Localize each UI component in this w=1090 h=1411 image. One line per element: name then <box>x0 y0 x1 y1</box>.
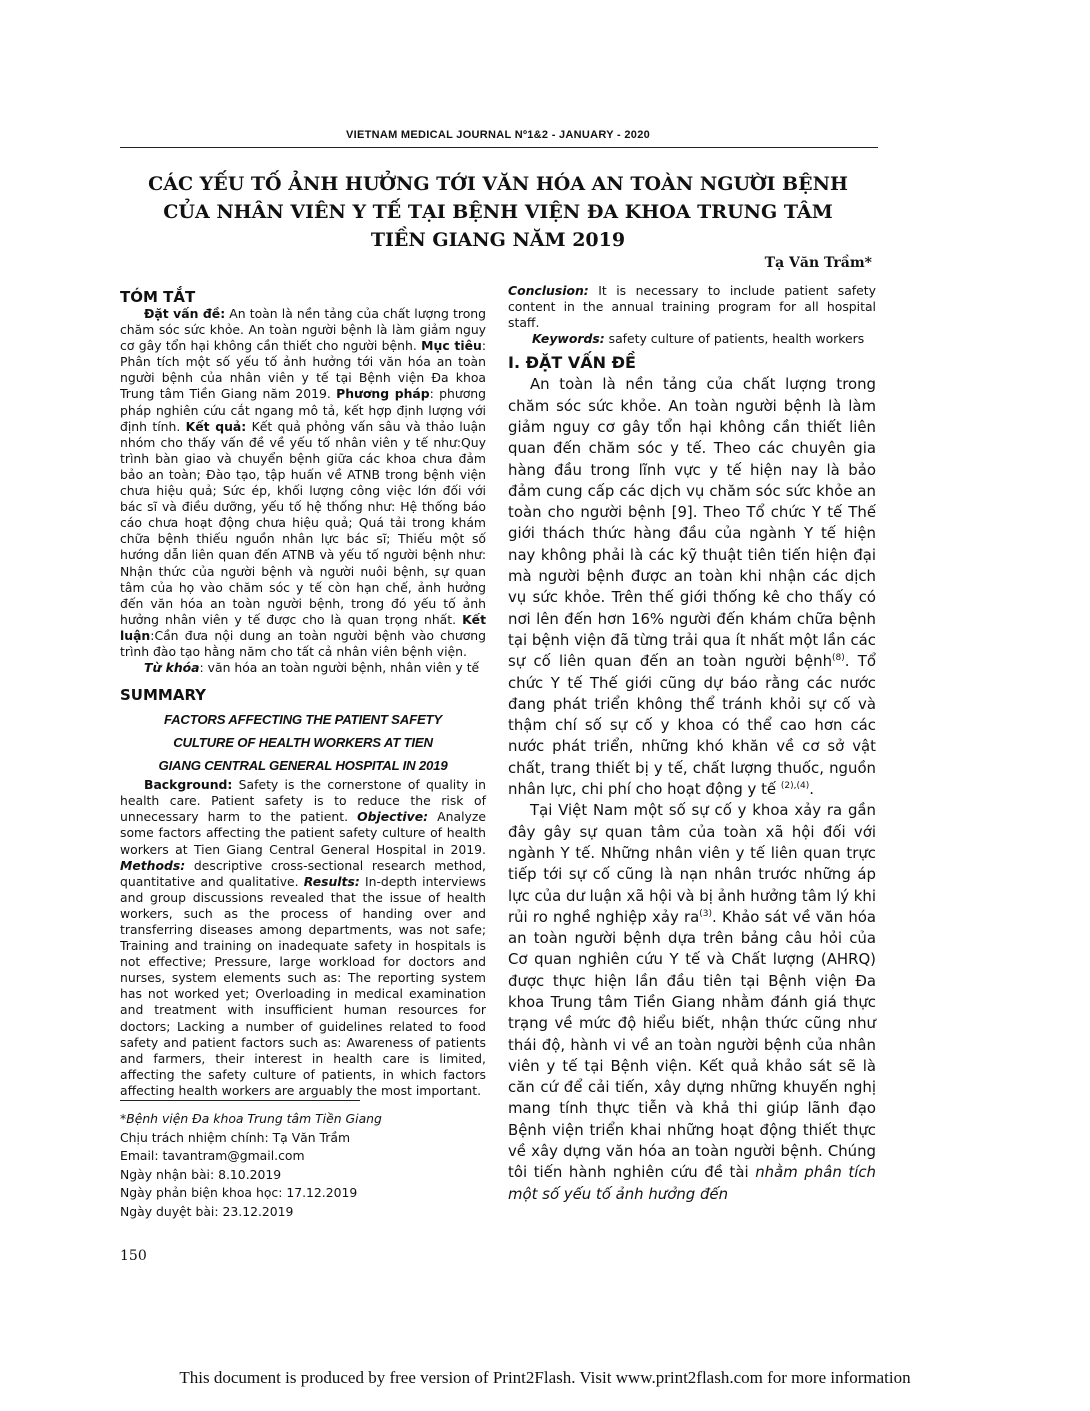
keywords-text: safety culture of patients, health workers <box>604 331 865 347</box>
footnote-rule <box>120 1100 360 1101</box>
summary-title-line: FACTORS AFFECTING THE PATIENT SAFETY <box>163 712 443 728</box>
intro-body <box>508 374 876 1205</box>
label-background-vi: Đặt vấn đề: <box>144 306 226 321</box>
label-objective-vi: Mục tiêu <box>421 338 482 354</box>
keywords-text: : văn hóa an toàn người bệnh, nhân viên y tế <box>199 660 480 676</box>
summary-conclusion <box>508 283 876 331</box>
summary-text: In-depth interviews and group discussions revealed that the issue of health workers, such as the process of handing over and transferring diseases among departments, was not safe; Training and training on inadequate safety in hospitals is not effective; Pressure, large workload for doctors and nurses, system elements such as: The reporting system has not worked yet; Overloading in medical examination and treatment with insufficient human resources for doctors; Lacking a number of guidelines related to food safety and patient factors such as: Awareness of patients and farmers, their interest in health care is limited, affecting the safety culture of patients, in which factors affecting health workers are arguably the most important. <box>120 873 486 1098</box>
article-title <box>120 170 876 254</box>
label-results-vi: Kết quả: <box>185 418 247 434</box>
summary-title-line: CULTURE OF HEALTH WORKERS AT TIEN <box>173 735 433 751</box>
title-line: CỦA NHÂN VIÊN Y TẾ TẠI BỆNH VIỆN ĐA KHOA TRUNG TÂM <box>163 201 833 223</box>
label-results: Results: <box>303 873 360 889</box>
author: Tạ Văn Trầm* <box>764 255 872 271</box>
body-text: . Tổ chức Y tế Thế giới cũng dự báo rằng các nước đang phát triển không thể tránh khỏi sự cố và thậm chí số sự cố y khoa có thể cao hơn các nước phát triển, những khó khăn về cơ sở vật chất, trang thiết bị y tế, chất lượng thuốc, nguồn nhân lực, chi phí cho hoạt động y tế <box>508 652 876 799</box>
label-conclusion: Conclusion: <box>508 283 589 298</box>
label-keywords: Keywords: <box>532 331 605 347</box>
summary-title <box>120 708 486 777</box>
label-background: Background: <box>144 777 233 793</box>
abstract-text: : Phân tích một số yếu tố ảnh hưởng tới văn hóa an toàn người bệnh của nhân viên y tế tại Bệnh viện Đa khoa Trung tâm Tiền Giang năm 2019. <box>120 338 486 402</box>
label-keywords-vi: Từ khóa <box>144 660 200 676</box>
label-conclusion-vi: Kết luận <box>120 611 486 643</box>
title-line: TIỀN GIANG NĂM 2019 <box>370 229 626 251</box>
summary-paragraph <box>120 777 486 1099</box>
body-text: . Khảo sát về văn hóa an toàn người bệnh dựa trên bảng câu hỏi của Cơ quan nghiên cứu Y tế và Chất lượng (AHRQ) được thực hiện lần đầu tiên tại Bệnh viện Đa khoa Trung tâm Tiền Giang nhằm đánh giá thực trạng về mức độ hiểu biết, nhận thức cũng như thái độ, hành vi về an toàn người bệnh của nhân viên y tế tại Bệnh viện. Kết quả khảo sát sẽ là căn cứ để cải tiến, xây dựng những khuyến nghị mang tính thực tiễn và khả thi giúp lãnh đạo Bệnh viện triển khai những hoạt động thiết thực về xây dựng văn hóa an toàn người bệnh. Chúng tôi tiến hành nghiên cứu đề tài <box>508 907 876 1182</box>
summary-abstract <box>120 777 486 1099</box>
footnote-received: Ngày nhận bài: 8.10.2019 <box>120 1166 282 1182</box>
intro-paragraph <box>508 800 876 1205</box>
body-text: Tại Việt Nam một số sự cố y khoa xảy ra gần đây gây sự quan tâm của toàn xã hội đối với ngành Y tế. Những nhân viên y tế liên quan trực tiếp tới sự cố cũng là nạn nhân trước những áp lực của dư luận xã hội và bị ảnh hưởng tâm lý khi rủi ro nghề nghiệp xảy ra <box>508 801 876 926</box>
body-text-italic: nhằm phân tích một số yếu tố ảnh hưởng đến <box>508 1163 876 1203</box>
summary-title-line: GIANG CENTRAL GENERAL HOSPITAL IN 2019 <box>158 758 448 774</box>
footnote-responsible: Chịu trách nhiệm chính: Tạ Văn Trầm <box>120 1129 351 1145</box>
citation: (2),(4) <box>780 781 810 792</box>
abstract-vi-heading: TÓM TẮT <box>120 288 196 306</box>
footnote-accepted: Ngày duyệt bài: 23.12.2019 <box>120 1203 294 1219</box>
left-column <box>120 285 486 1099</box>
abstract-text: An toàn là nền tảng của chất lượng trong chăm sóc sức khỏe. An toàn người bệnh là làm giảm nguy cơ gây tổn hại không cần thiết cho người bệnh. <box>120 306 486 354</box>
label-objective: Objective: <box>357 809 429 825</box>
abstract-text: :Cần đưa nội dung an toàn người bệnh vào chương trình đào tạo hằng năm cho tất cả nhân viên bệnh viện. <box>120 627 486 659</box>
running-head: VIETNAM MEDICAL JOURNAL Nº1&2 - JANUARY - 2020 <box>345 129 651 141</box>
intro-paragraph <box>508 374 876 800</box>
footnote-affiliation: *Bệnh viện Đa khoa Trung tâm Tiền Giang <box>120 1111 382 1126</box>
citation: (8) <box>832 653 845 664</box>
right-column <box>508 283 876 1205</box>
keywords-en <box>508 331 876 347</box>
header-rule <box>120 147 878 148</box>
print2flash-banner: This document is produced by free version of Print2Flash. Visit www.print2flash.com for more information <box>179 1368 911 1387</box>
intro-heading: I. ĐẶT VẤN ĐỀ <box>508 353 636 373</box>
summary-text: Safety is the cornerstone of quality in health care. Patient safety is to reduce the risk of unnecessary harm to the patient. <box>120 777 486 825</box>
body-text: . <box>809 780 814 799</box>
abstract-vi-paragraph <box>120 306 486 660</box>
abstract-text: : phương pháp nghiên cứu cắt ngang mô tả, kết hợp định lượng với định tính. <box>120 386 486 434</box>
summary-text: It is necessary to include patient safety content in the annual training program for all hospital staff. <box>508 283 876 331</box>
label-methods-vi: Phương pháp <box>336 386 430 402</box>
title-line: CÁC YẾU TỐ ẢNH HƯỞNG TỚI VĂN HÓA AN TOÀN NGƯỜI BỆNH <box>148 173 848 195</box>
body-text: An toàn là nền tảng của chất lượng trong chăm sóc sức khỏe. An toàn người bệnh là làm giảm nguy cơ gây tổn hại không cần thiết liên quan đến chăm sóc y tế. Theo các chuyên gia hàng đầu trong lĩnh vực y tế hiện nay là bảo đảm cung cấp các dịch vụ chăm sóc sức khỏe an toàn cho người bệnh [9]. Theo Tổ chức Y tế Thế giới thách thức hàng đầu của ngành Y tế hiện nay không phải là các kỹ thuật tiên tiến hiện đại mà người bệnh được an toàn khi nhận các dịch vụ sức khỏe. Trên thế giới thống kê cho thấy có nơi lên đến hơn 16% người đến khám chữa bệnh tại bệnh viện đã từng trải qua ít nhất một lần các sự cố liên quan đến an toàn người bệnh <box>508 375 876 671</box>
abstract-text: Kết quả phỏng vấn sâu và thảo luận nhóm cho thấy vấn đề về yếu tố nhân viên y tế như:Quy trình bàn giao và chuyển bệnh giữa các khoa chưa đảm bảo an toàn; Đào tạo, tập huấn về ATNB trong bệnh viện chưa hiệu quả; Sức ép, khối lượng công việc lớn đối với bác sĩ và điều dưỡng, yếu tố hệ thống như: Hệ thống báo cáo chưa hoạt động chưa hiệu quả; Quá tải trong khám chữa bệnh thiếu nguồn nhân lực bác sĩ; Thiếu một số hướng dẫn liên quan đến ATNB và yếu tố người bệnh như: Nhận thức của người bệnh và người nuôi bệnh, sự quan tâm của họ vào chăm sóc y tế còn hạn chế, ảnh hưởng đến văn hóa an toàn người bệnh, trong đó yếu tố ảnh hưởng nhân viên y tế được cho là quan trọng nhất. <box>120 418 486 627</box>
summary-continued <box>508 283 876 347</box>
keywords-vi <box>120 660 486 676</box>
label-methods: Methods: <box>120 857 186 873</box>
footnote-reviewed: Ngày phản biện khoa học: 17.12.2019 <box>120 1185 358 1201</box>
footnote-email: Email: tavantram@gmail.com <box>120 1148 305 1164</box>
page-number: 150 <box>120 1248 147 1264</box>
summary-text: descriptive cross-sectional research method, quantitative and qualitative. <box>120 857 486 889</box>
citation: (3) <box>699 908 712 919</box>
summary-heading: SUMMARY <box>120 686 207 705</box>
abstract-vi <box>120 306 486 676</box>
footnotes <box>120 1110 486 1222</box>
summary-text: Analyze some factors affecting the patient safety culture of health workers at Tien Giang Central General Hospital in 2019. <box>120 809 486 857</box>
